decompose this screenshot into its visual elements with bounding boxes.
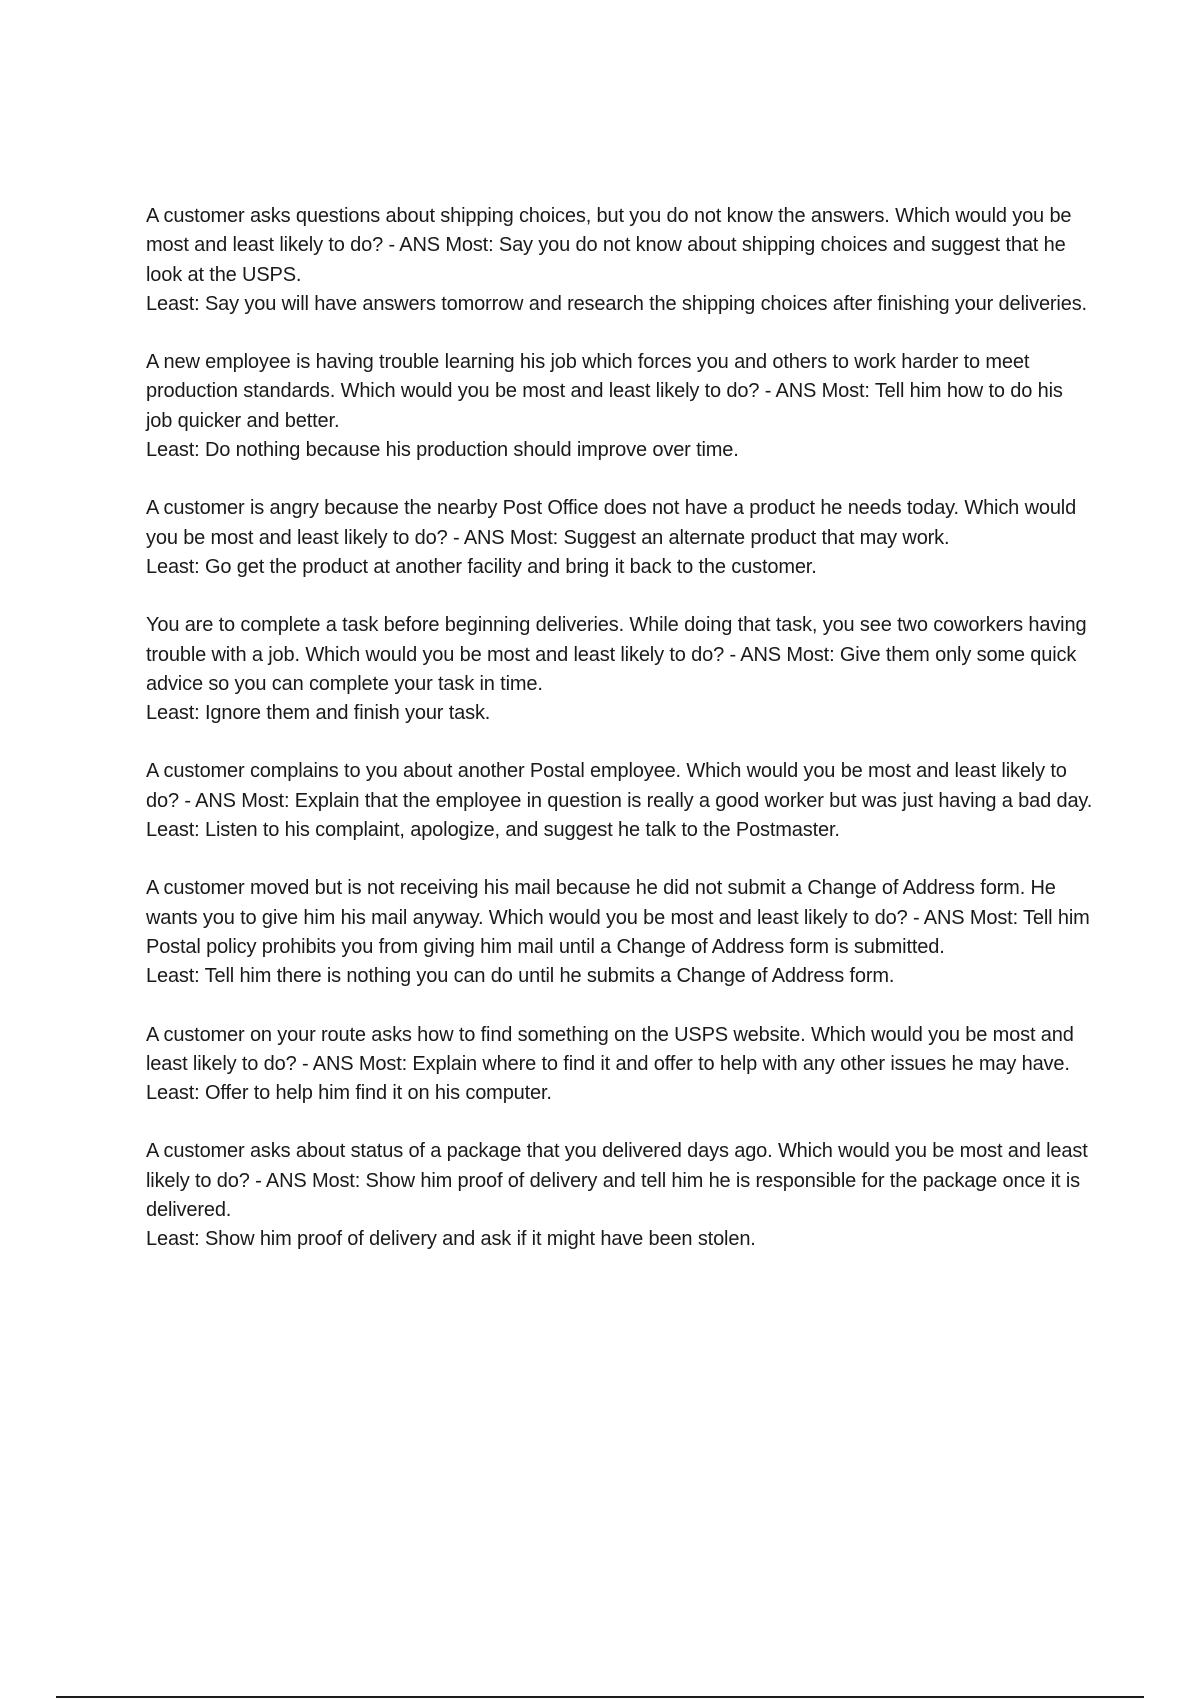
question-text: You are to complete a task before beginning deliveries. While doing that task, you see two coworkers having trouble with a job. Which would you be most and least likely to do? - ANS Most: Give them only some quick advice so you can complete your task in time. xyxy=(146,614,1087,695)
qa-item xyxy=(146,611,1094,728)
qa-item xyxy=(146,494,1094,582)
question-text: A customer complains to you about another Postal employee. Which would you be most and least likely to do? - ANS Most: Explain that the employee in question is really a good worker but was just having a bad day. xyxy=(146,760,1093,812)
question-text: A customer on your route asks how to find something on the USPS website. Which would you be most and least likely to do? - ANS Most: Explain where to find it and offer to help with any other issues he may have. xyxy=(146,1023,1074,1075)
qa-item xyxy=(146,1021,1094,1109)
least-answer-text: Least: Show him proof of delivery and ask if it might have been stolen. xyxy=(146,1228,756,1251)
question-text: A new employee is having trouble learning his job which forces you and others to work harder to meet production standards. Which would you be most and least likely to do? - ANS Most: Tell him how to do his job quicker and better. xyxy=(146,351,1063,432)
qa-item xyxy=(146,1137,1094,1254)
least-answer-text: Least: Go get the product at another facility and bring it back to the customer. xyxy=(146,555,817,578)
document-body xyxy=(146,202,1094,1284)
question-text: A customer is angry because the nearby Post Office does not have a product he needs today. Which would you be most and least likely to do? - ANS Most: Suggest an alternate product that may work. xyxy=(146,497,1077,549)
least-answer-text: Least: Ignore them and finish your task. xyxy=(146,702,491,725)
least-answer-text: Least: Tell him there is nothing you can do until he submits a Change of Address form. xyxy=(146,965,895,988)
qa-item xyxy=(146,874,1094,991)
least-answer-text: Least: Say you will have answers tomorrow and research the shipping choices after finishing your deliveries. xyxy=(146,292,1087,315)
qa-item xyxy=(146,348,1094,465)
qa-item xyxy=(146,757,1094,845)
least-answer-text: Least: Listen to his complaint, apologize, and suggest he talk to the Postmaster. xyxy=(146,819,840,842)
least-answer-text: Least: Offer to help him find it on his computer. xyxy=(146,1082,552,1105)
question-text: A customer moved but is not receiving his mail because he did not submit a Change of Address form. He wants you to give him his mail anyway. Which would you be most and least likely to do? - ANS Most: Tell him Postal policy prohibits you from giving him mail until a Change of Address form is submitted. xyxy=(146,877,1090,958)
question-text: A customer asks about status of a package that you delivered days ago. Which would you be most and least likely to do? - ANS Most: Show him proof of delivery and tell him he is responsible for the package once it is delivered. xyxy=(146,1140,1088,1222)
question-text: A customer asks questions about shipping choices, but you do not know the answers. Which would you be most and least likely to do? - ANS Most: Say you do not know about shipping choices and suggest that he look at the USPS. xyxy=(146,205,1072,286)
least-answer-text: Least: Do nothing because his production should improve over time. xyxy=(146,439,739,462)
qa-item xyxy=(146,202,1094,319)
footer-divider xyxy=(56,1696,1144,1698)
